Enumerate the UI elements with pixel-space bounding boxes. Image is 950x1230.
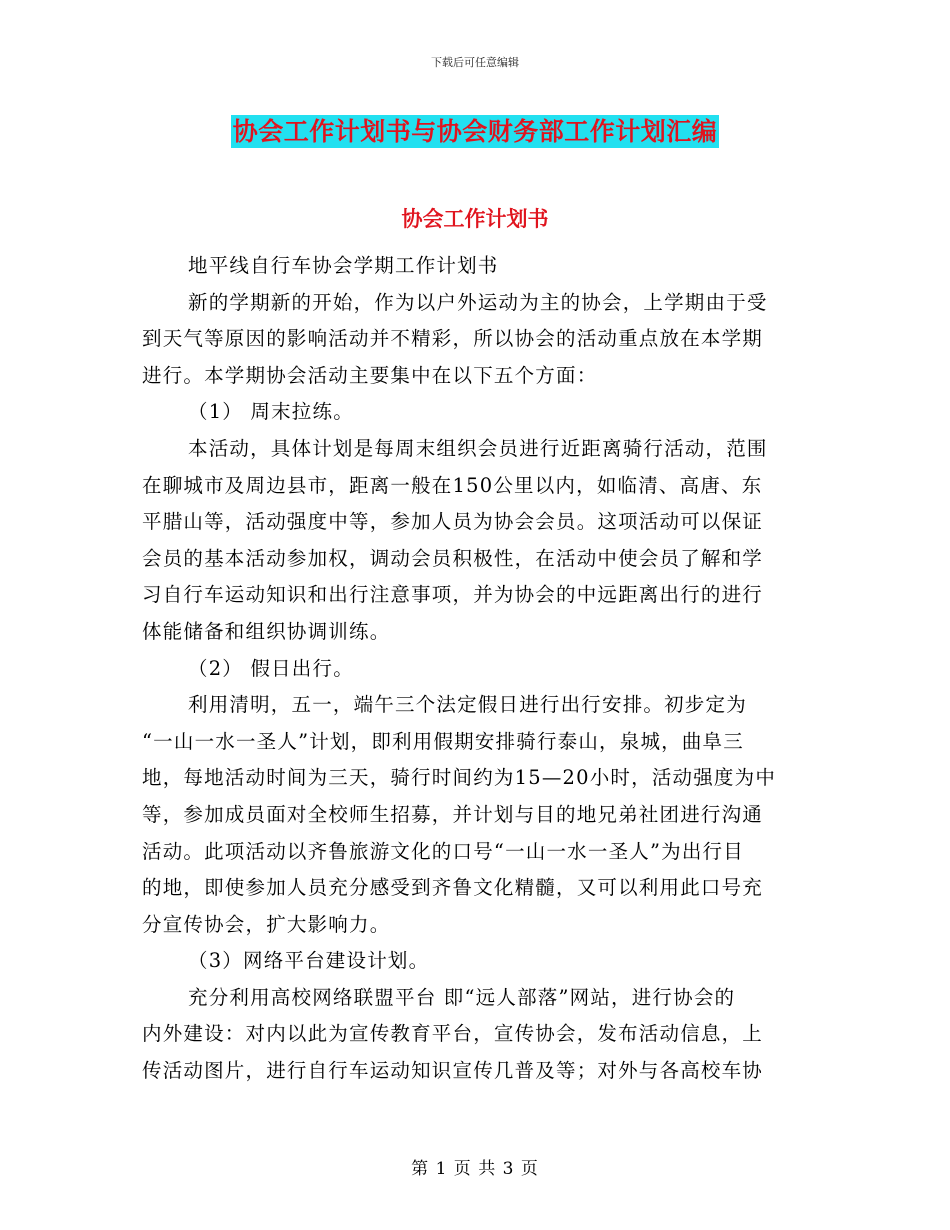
text-line: 体能储备和组织协调训练。 (142, 619, 391, 643)
page-footer: 第 1 页 共 3 页 (411, 1159, 539, 1179)
text-line: 进行。本学期协会活动主要集中在以下五个方面： (142, 363, 598, 387)
text-line: 利用清明，五一，端午三个法定假日进行出行安排。初步定为 (188, 693, 747, 717)
text-line: 平腊山等，活动强度中等，参加人员为协会会员。这项活动可以保证 (142, 510, 764, 534)
text-line: 传活动图片，进行自行车运动知识宣传几普及等；对外与各高校车协 (142, 1059, 764, 1083)
text-line: 充分利用高校网络联盟平台 即“远人部落”网站，进行协会的 (188, 985, 736, 1009)
text-line: （3）网络平台建设计划。 (188, 949, 430, 973)
header-note: 下载后可任意编辑 (431, 56, 519, 69)
body-text (142, 248, 802, 1090)
text-line: 地，每地活动时间为三天，骑行时间约为15—20小时，活动强度为中 (142, 766, 777, 790)
text-line: “一山一水一圣人”计划，即利用假期安排骑行泰山，泉城，曲阜三 (142, 729, 744, 753)
text-line: （1） 周末拉练。 (188, 400, 354, 424)
section-title: 协会工作计划书 (401, 206, 549, 231)
text-line: （2） 假日出行。 (188, 656, 354, 680)
text-line: 会员的基本活动参加权，调动会员积极性，在活动中使会员了解和学 (142, 546, 764, 570)
text-line: 本活动，具体计划是每周末组织会员进行近距离骑行活动，范围 (188, 436, 768, 460)
text-line: 活动。此项活动以齐鲁旅游文化的口号“一山一水一圣人”为出行目 (142, 839, 744, 863)
text-line: 的地，即使参加人员充分感受到齐鲁文化精髓，又可以利用此口号充 (142, 876, 764, 900)
document-title-text: 协会工作计划书与协会财务部工作计划汇编 (232, 117, 718, 146)
text-line: 到天气等原因的影响活动并不精彩，所以协会的活动重点放在本学期 (142, 327, 764, 351)
text-line: 新的学期新的开始，作为以户外运动为主的协会，上学期由于受 (188, 290, 768, 314)
text-line: 地平线自行车协会学期工作计划书 (188, 254, 499, 277)
text-line: 等，参加成员面对全校师生招募，并计划与目的地兄弟社团进行沟通 (142, 802, 764, 826)
text-line: 在聊城市及周边县市，距离一般在150公里以内，如临清、高唐、东 (142, 473, 763, 497)
document-title (0, 112, 950, 148)
text-line: 分宣传协会，扩大影响力。 (142, 912, 391, 936)
text-line: 习自行车运动知识和出行注意事项，并为协会的中远距离出行的进行 (142, 583, 764, 607)
text-line: 内外建设：对内以此为宣传教育平台，宣传协会，发布活动信息，上 (142, 1022, 764, 1046)
